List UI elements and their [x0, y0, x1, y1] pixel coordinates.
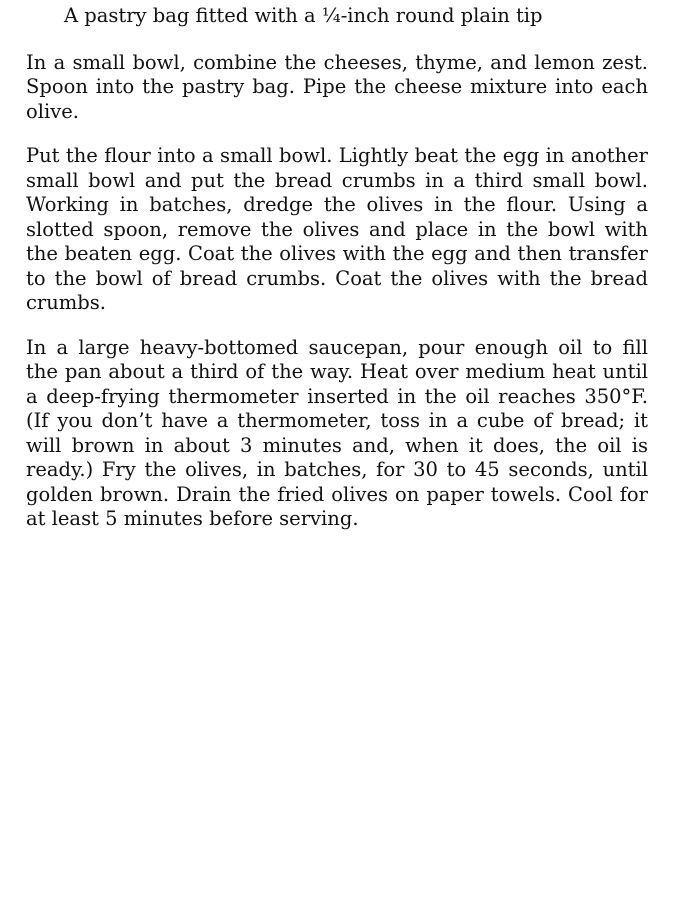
equipment-line: A pastry bag fitted with a ¼-inch round plain tip	[64, 4, 543, 27]
instruction-step-fry-olives: In a large heavy-bottomed saucepan, pour enough oil to fill the pan about a third of the way. Heat over medium heat until a deep-frying thermometer inserted in the oil reaches 350°F. (If you don’t have a thermometer, toss in a cube of bread; it will brown in about 3 minutes and, when it does, the oil is ready.) Fry the olives, in batches, for 30 to 45 seconds, until golden brown. Drain the fried olives on paper towels. Cool for at least 5 minutes before serving.	[26, 335, 648, 530]
instruction-step-fill-olives: In a small bowl, combine the cheeses, thyme, and lemon zest. Spoon into the pastry bag. Pipe the cheese mixture into each olive.	[26, 50, 648, 123]
instructions	[26, 51, 648, 532]
instruction-step-bread-olives: Put the flour into a small bowl. Lightly beat the egg in another small bowl and put the bread crumbs in a third small bowl. Working in batches, dredge the olives in the flour. Using a slotted spoon, remove the olives and place in the bowl with the beaten egg. Coat the olives with the egg and then transfer to the bowl of bread crumbs. Coat the olives with the bread crumbs.	[26, 144, 648, 314]
